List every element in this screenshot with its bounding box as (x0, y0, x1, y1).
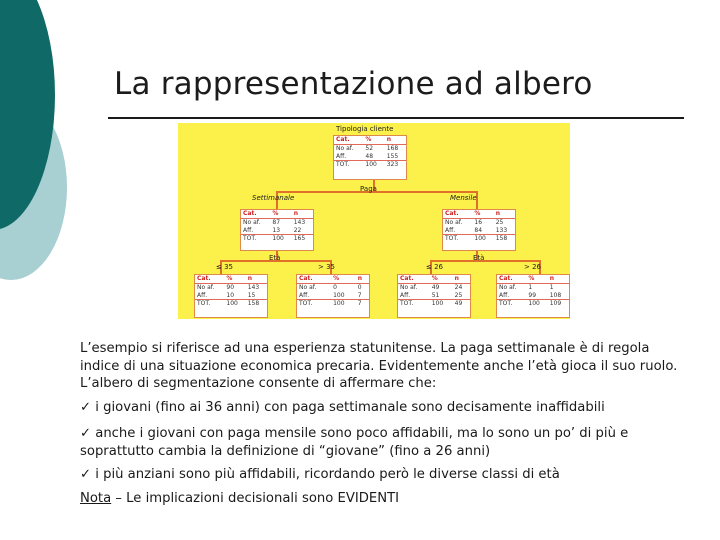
note-text: – Le implicazioni decisionali sono EVIDENTI (111, 491, 400, 506)
node-header-cell: % (472, 210, 493, 219)
node-le35 (194, 274, 268, 318)
node-cell: No af. (197, 284, 215, 291)
node-cell: 100 (224, 300, 245, 308)
node-table (334, 136, 406, 169)
node-cell: 100 (472, 235, 493, 243)
node-header-cell: n (292, 210, 313, 219)
node-header-cell: n (548, 275, 569, 284)
branch-label-settimanale: Settimanale (252, 194, 295, 202)
note-line (80, 491, 399, 506)
node-table (195, 275, 267, 308)
branch-label-mensile: Mensile (450, 194, 477, 202)
node-cell: 48 (365, 152, 374, 160)
node-row (241, 235, 313, 243)
node-cell: 16 (474, 219, 483, 226)
node-header-cell: % (430, 275, 453, 284)
split-label-eta-right: Età (473, 254, 485, 262)
node-cell: 52 (365, 145, 374, 152)
leaf-label-gt35: > 35 (318, 263, 335, 271)
node-header-cell: n (356, 275, 369, 284)
node-cell: No af. (299, 284, 317, 291)
node-cell: 100 (270, 235, 291, 243)
node-row (195, 292, 267, 300)
node-cell: 25 (454, 291, 463, 299)
node-row (497, 284, 569, 292)
node-cell: Aff. (400, 291, 411, 299)
node-cell: Aff. (197, 291, 208, 299)
root-label: Tipologia cliente (336, 125, 394, 133)
node-cell: 100 (430, 300, 453, 308)
node-cell: 143 (293, 219, 306, 226)
node-header-cell: n (246, 275, 267, 284)
node-table (297, 275, 369, 308)
node-row (334, 161, 406, 169)
node-table (241, 210, 313, 243)
node-cell: 133 (495, 226, 508, 234)
node-cell: 100 (331, 300, 356, 308)
split-label-paga: Paga (360, 185, 377, 193)
node-header-cell: % (331, 275, 356, 284)
node-cell: TOT. (497, 300, 526, 308)
node-cell: TOT. (334, 161, 363, 169)
node-cell: No af. (243, 219, 261, 226)
node-cell: TOT. (297, 300, 331, 308)
node-cell: 165 (292, 235, 313, 243)
node-header-cell: Cat. (297, 275, 331, 284)
node-header-cell: n (494, 210, 515, 219)
node-header-cell: n (453, 275, 470, 284)
node-row (297, 300, 369, 308)
leaf-label-le26: ≤ 26 (426, 263, 443, 271)
node-cell: 99 (528, 291, 537, 299)
node-row (334, 153, 406, 161)
node-cell: 0 (333, 284, 337, 291)
node-row (398, 292, 470, 300)
node-row (334, 145, 406, 153)
node-cell: 15 (247, 291, 256, 299)
node-row (297, 292, 369, 300)
node-cell: 22 (293, 226, 302, 234)
node-header-cell: % (270, 210, 291, 219)
node-cell: 49 (431, 284, 440, 291)
node-cell: 168 (386, 145, 399, 152)
slide-title: La rappresentazione ad albero (114, 66, 593, 102)
node-mensile (442, 209, 516, 251)
split-label-eta-left: Età (269, 254, 281, 262)
node-cell: 7 (356, 300, 369, 308)
node-gt35 (296, 274, 370, 318)
node-cell: 0 (357, 284, 362, 291)
node-header-cell: Cat. (195, 275, 224, 284)
node-row (241, 227, 313, 235)
node-row (443, 227, 515, 235)
node-table (443, 210, 515, 243)
node-root (333, 135, 407, 180)
node-header-cell: Cat. (334, 136, 363, 145)
node-cell: 323 (385, 161, 406, 169)
node-row (195, 284, 267, 292)
node-cell: Aff. (336, 152, 347, 160)
node-cell: 100 (526, 300, 547, 308)
node-cell: 158 (494, 235, 515, 243)
node-le26 (397, 274, 471, 318)
node-cell: Aff. (499, 291, 510, 299)
node-header-cell: % (224, 275, 245, 284)
leaf-label-gt26: > 26 (524, 263, 541, 271)
node-cell: 13 (272, 226, 281, 234)
node-cell: TOT. (398, 300, 430, 308)
node-header-cell: Cat. (398, 275, 430, 284)
node-cell: 25 (495, 219, 504, 226)
node-cell: Aff. (445, 226, 456, 234)
node-row (297, 284, 369, 292)
point-3: ✓ i più anziani sono più affidabili, ricordando però le diverse classi di età (80, 467, 560, 482)
node-header-cell: Cat. (241, 210, 270, 219)
node-cell: 155 (386, 152, 399, 160)
node-cell: 51 (431, 291, 440, 299)
node-cell: No af. (336, 145, 354, 152)
node-header-cell: Cat. (497, 275, 526, 284)
node-cell: No af. (445, 219, 463, 226)
node-cell: 84 (474, 226, 483, 234)
node-table (398, 275, 470, 308)
segmentation-tree (178, 123, 570, 319)
note-heading: Nota (80, 491, 112, 506)
node-settimanale (240, 209, 314, 251)
title-underline (108, 117, 684, 119)
node-row (398, 284, 470, 292)
node-cell: 100 (363, 161, 384, 169)
node-table (497, 275, 569, 308)
point-1: ✓ i giovani (fino ai 36 anni) con paga settimanale sono decisamente inaffidabili (80, 400, 605, 415)
node-cell: TOT. (241, 235, 270, 243)
node-cell: 1 (549, 284, 554, 291)
edge-mens-bar (430, 260, 541, 262)
node-row (241, 219, 313, 227)
node-cell: 143 (247, 284, 260, 291)
node-cell: 1 (528, 284, 533, 291)
node-row (195, 300, 267, 308)
node-header-cell: n (385, 136, 406, 145)
node-cell: 49 (453, 300, 470, 308)
node-header-cell: % (363, 136, 384, 145)
leaf-label-le35: ≤ 35 (216, 263, 233, 271)
node-cell: 87 (272, 219, 281, 226)
node-cell: TOT. (443, 235, 472, 243)
node-cell: 100 (333, 291, 345, 299)
node-cell: 109 (548, 300, 569, 308)
node-row (443, 235, 515, 243)
node-header-cell: % (526, 275, 547, 284)
node-cell: Aff. (243, 226, 254, 234)
node-cell: 90 (226, 284, 235, 291)
node-cell: 24 (454, 284, 463, 291)
node-cell: No af. (400, 284, 418, 291)
node-cell: Aff. (299, 291, 310, 299)
intro-paragraph: L’esempio si riferisce ad una esperienza statunitense. La paga settimanale è di regola indice di una situazione economica precaria. Evidentemente anche l’età gioca il suo ruolo. L’albero di segmentazione consente di affermare che: (80, 341, 678, 391)
point-2: ✓ anche i giovani con paga mensile sono poco affidabili, ma lo sono un po’ di più e soprattutto cambia la definizione di “giovane” (fino a 26 anni) (80, 426, 629, 459)
node-cell: 7 (357, 291, 362, 299)
node-row (398, 300, 470, 308)
node-cell: 108 (549, 291, 562, 299)
node-cell: 158 (246, 300, 267, 308)
node-gt26 (496, 274, 570, 318)
node-row (497, 292, 569, 300)
node-cell: No af. (499, 284, 517, 291)
node-header-cell: Cat. (443, 210, 472, 219)
node-cell: TOT. (195, 300, 224, 308)
node-row (443, 219, 515, 227)
node-row (497, 300, 569, 308)
node-cell: 10 (226, 291, 235, 299)
